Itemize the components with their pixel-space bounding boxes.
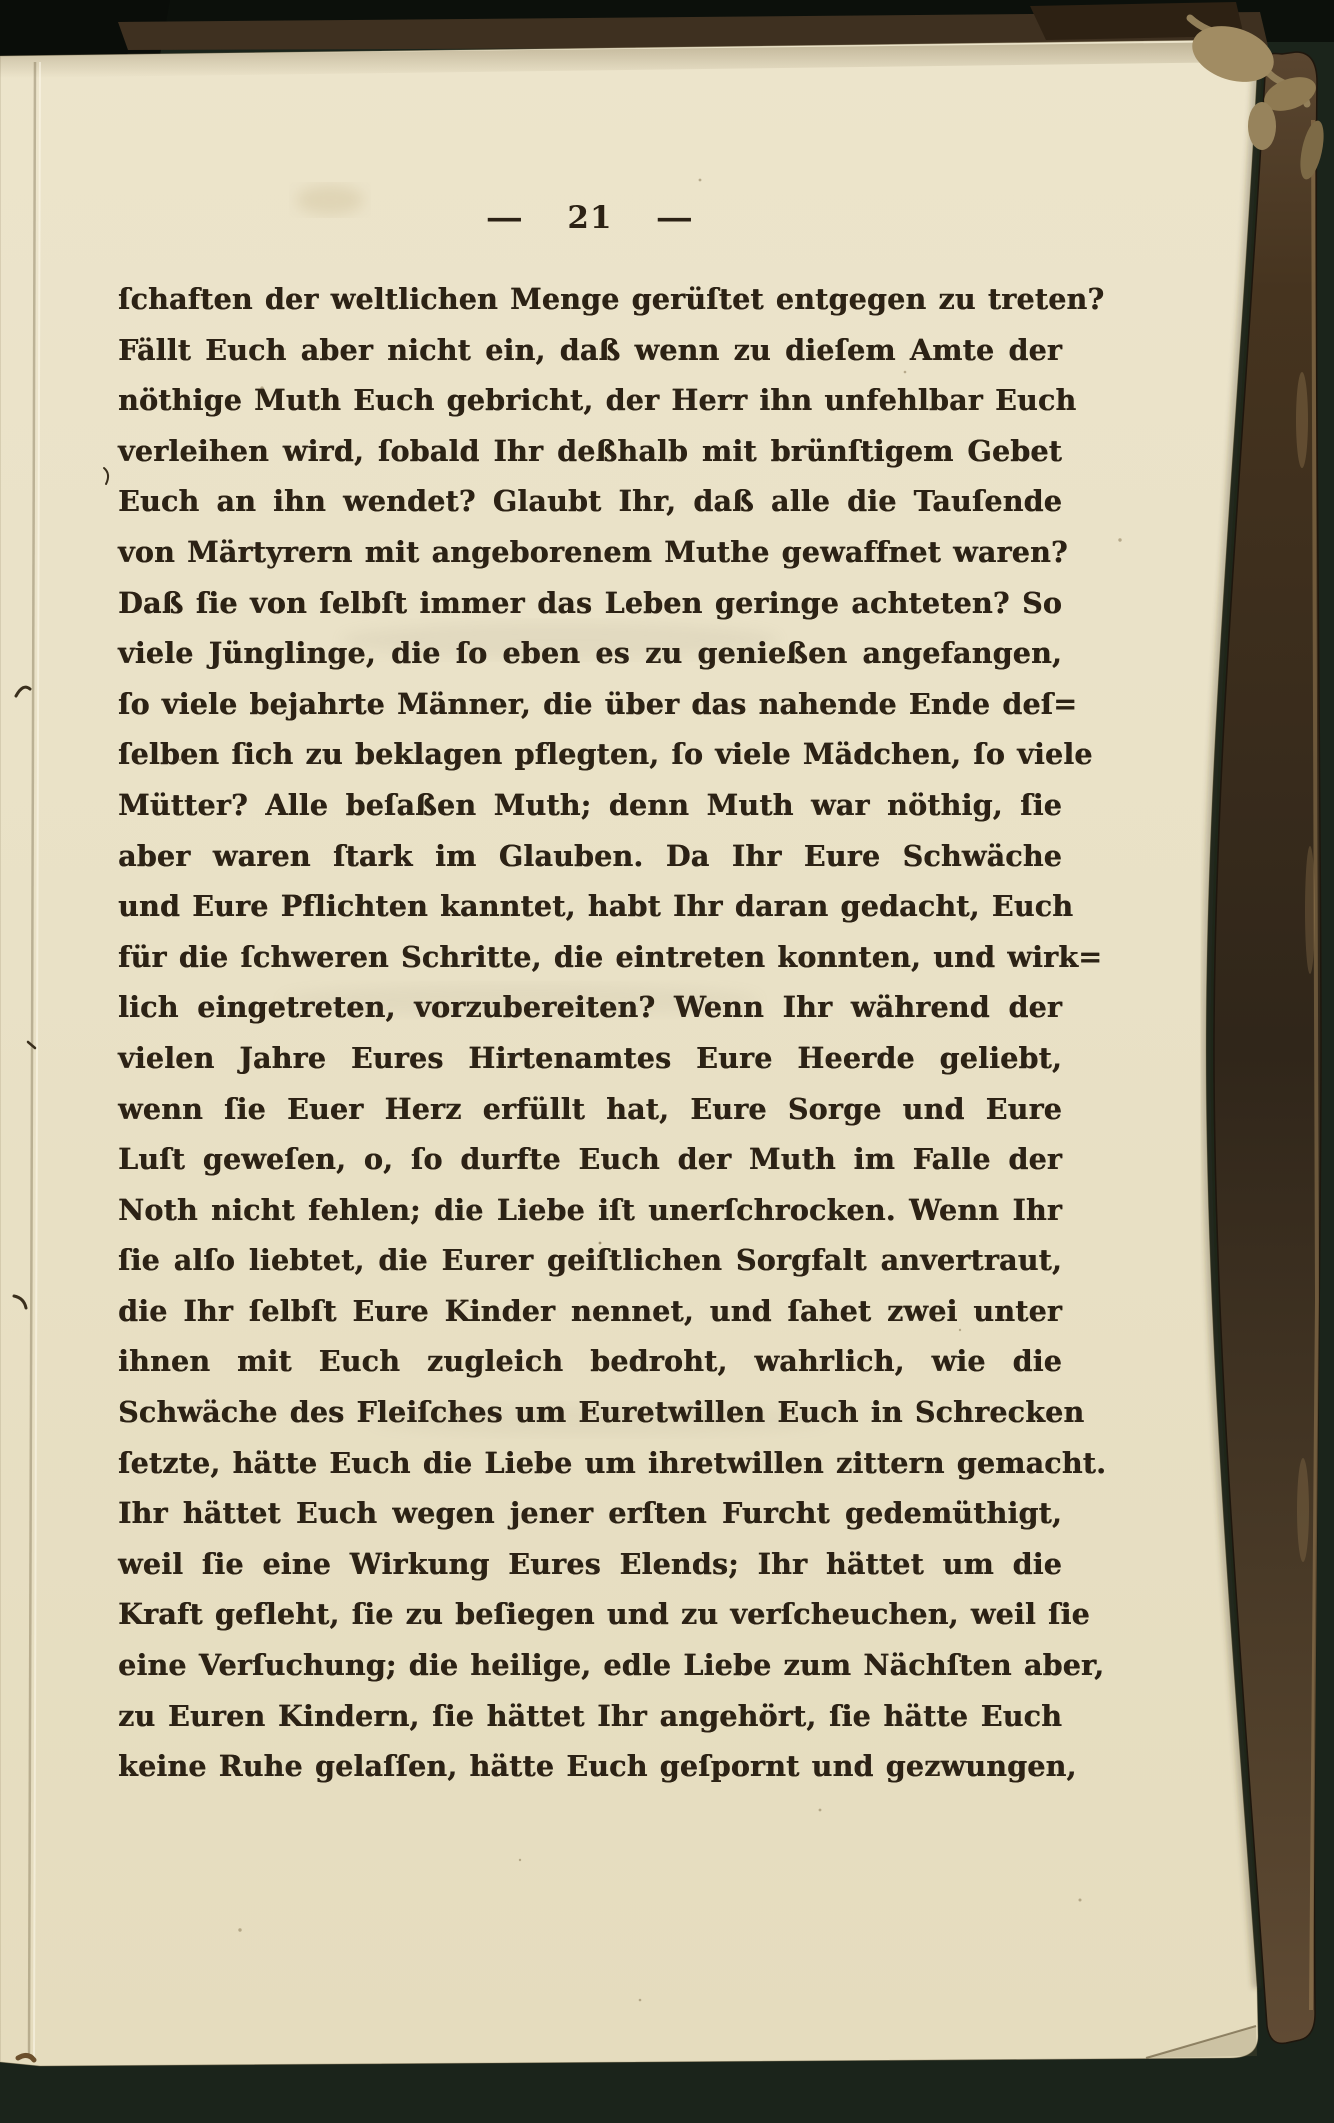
text-line-1: ſchaften der weltlichen Menge gerüſtet entgegen zu treten? bbox=[118, 282, 1105, 316]
text-line-10: ſelben ſich zu beklagen pflegten, ſo viele Mädchen, ſo viele bbox=[118, 737, 1093, 772]
text-line-30: keine Ruhe gelaſſen, hätte Euch geſpornt und gezwungen, bbox=[118, 1749, 1077, 1784]
header-dash-left: — bbox=[486, 200, 525, 236]
text-line-29: zu Euren Kindern, ſie hättet Ihr angehört, ſie hätte Euch bbox=[118, 1698, 1062, 1733]
text-line-23: Schwäche des Fleiſches um Euretwillen Euch in Schrecken bbox=[118, 1395, 1085, 1430]
text-line-5: Euch an ihn wendet? Glaubt Ihr, daß alle die Tauſende bbox=[118, 484, 1062, 519]
header-dash-right: — bbox=[655, 200, 694, 236]
text-line-16: vielen Jahre Eures Hirtenamtes Eure Heerde geliebt, bbox=[118, 1040, 1062, 1075]
text-line-17: wenn ſie Euer Herz erfüllt hat, Eure Sorge und Eure bbox=[118, 1091, 1062, 1126]
text-line-28: eine Verſuchung; die heilige, edle Liebe zum Nächſten aber, bbox=[118, 1648, 1105, 1683]
text-line-18: Luſt geweſen, o, ſo durfte Euch der Muth im Falle der bbox=[118, 1142, 1062, 1177]
text-line-27: Kraft gefleht, ſie zu beſiegen und zu verſcheuchen, weil ſie bbox=[118, 1597, 1090, 1632]
text-line-3: nöthige Muth Euch gebricht, der Herr ihn unfehlbar Euch bbox=[118, 383, 1077, 418]
text-line-7: Daß ſie von ſelbſt immer das Leben geringe achteten? So bbox=[118, 585, 1062, 620]
text-line-25: Ihr hättet Euch wegen jener erſten Furcht gedemüthigt, bbox=[118, 1496, 1062, 1531]
text-line-8: viele Jünglinge, die ſo eben es zu genießen angefangen, bbox=[118, 636, 1062, 671]
text-line-15: lich eingetreten, vorzubereiten? Wenn Ihr während der bbox=[118, 990, 1062, 1025]
text-line-20: ſie alſo liebtet, die Eurer geiſtlichen Sorgfalt anvertraut, bbox=[118, 1243, 1062, 1278]
text-line-14: für die ſchweren Schritte, die eintreten konnten, und wirk= bbox=[118, 939, 1103, 974]
text-line-6: von Märtyrern mit angeborenem Muthe gewaffnet waren? bbox=[118, 534, 1068, 569]
text-line-19: Noth nicht fehlen; die Liebe iſt unerſchrocken. Wenn Ihr bbox=[118, 1192, 1062, 1227]
page-text bbox=[118, 274, 1107, 1792]
text-line-12: aber waren ſtark im Glauben. Da Ihr Eure Schwäche bbox=[118, 838, 1062, 873]
text-line-26: weil ſie eine Wirkung Eures Elends; Ihr hättet um die bbox=[118, 1546, 1062, 1581]
text-line-13: und Eure Pflichten kanntet, habt Ihr daran gedacht, Euch bbox=[118, 889, 1074, 924]
text-line-9: ſo viele bejahrte Männer, die über das nahende Ende deſ= bbox=[118, 686, 1078, 721]
text-line-2: Fällt Euch aber nicht ein, daß wenn zu dieſem Amte der bbox=[118, 332, 1062, 367]
text-line-11: Mütter? Alle beſaßen Muth; denn Muth war nöthig, ſie bbox=[118, 787, 1062, 822]
text-line-24: ſetzte, hätte Euch die Liebe um ihretwillen zittern gemacht. bbox=[118, 1445, 1107, 1480]
page-number: 21 bbox=[567, 200, 613, 236]
text-line-21: die Ihr ſelbſt Eure Kinder nennet, und ſahet zwei unter bbox=[118, 1293, 1062, 1328]
text-line-4: verleihen wird, ſobald Ihr deßhalb mit brünſtigem Gebet bbox=[118, 433, 1062, 468]
text-line-22: ihnen mit Euch zugleich bedroht, wahrlich, wie die bbox=[118, 1344, 1062, 1379]
page-header bbox=[118, 196, 1062, 240]
